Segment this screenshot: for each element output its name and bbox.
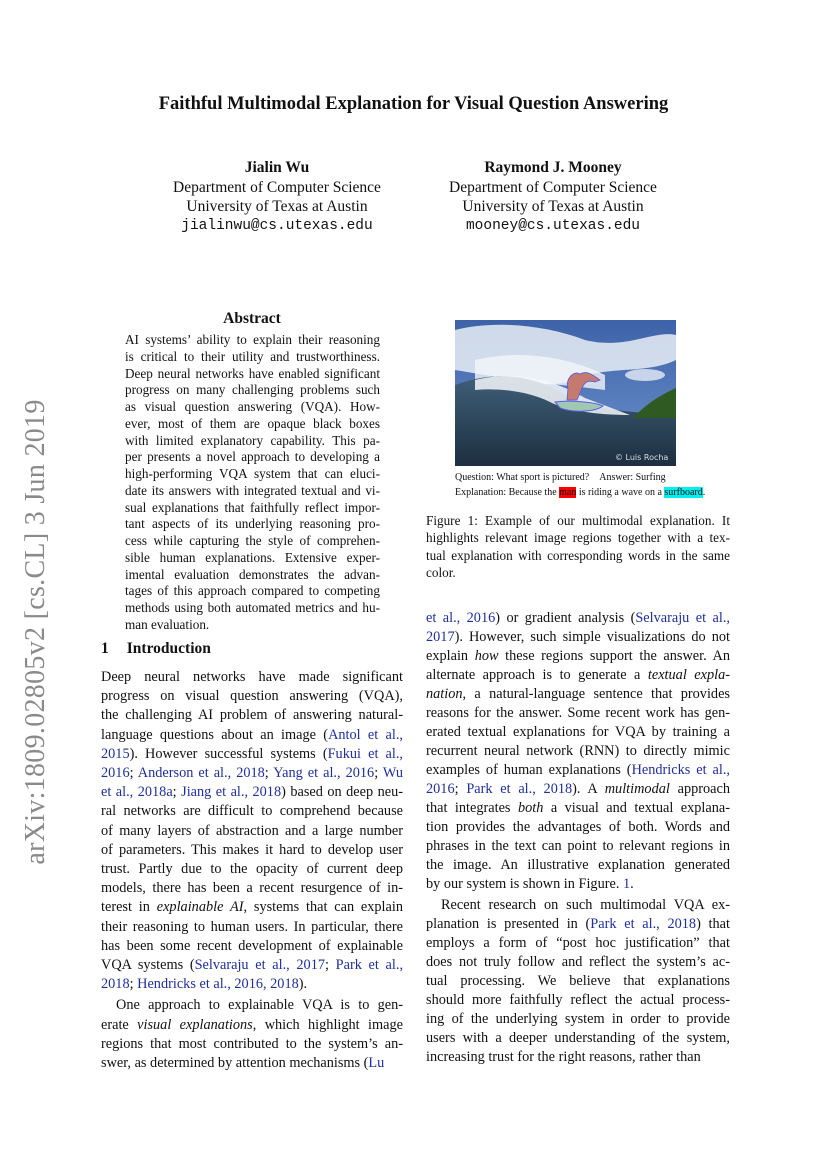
text-run: tion provides the advantages of both. Words and	[426, 819, 730, 835]
text-run: as visual question answering (VQA). How-	[125, 399, 380, 414]
text-run: swer, as determined by attention mechanisms (	[101, 1055, 369, 1072]
citation-link[interactable]: Jiang et al., 2018	[181, 784, 282, 801]
author-university: University of Texas at Austin	[186, 198, 368, 216]
text-run: models, there has been a recent resurgence of in-	[101, 880, 403, 897]
emphasis-text: how	[474, 648, 499, 664]
text-run: with limited explanatory capability. This pa-	[125, 432, 380, 448]
text-line	[125, 466, 380, 483]
text-run: , which highlight image	[252, 1016, 403, 1033]
citation-link[interactable]: Selvaraju et al.,	[635, 610, 730, 626]
text-line	[426, 856, 730, 875]
emphasis-text: textual expla-	[647, 667, 730, 683]
text-run: these regions support the answer. An	[498, 648, 730, 664]
text-run: is critical to their utility and trustworthiness.	[125, 348, 380, 364]
text-line	[101, 764, 403, 783]
text-run: ever, most of them are opaque black boxes	[125, 415, 380, 431]
text-run: tual explanation with corresponding words in the same	[426, 547, 730, 563]
figure-qa-line	[455, 472, 666, 483]
text-run: ing of the underlying system in order to provide	[426, 1011, 730, 1027]
figure-question: Question: What sport is pictured?	[455, 472, 590, 483]
text-line	[101, 1054, 403, 1073]
text-run: ).	[298, 976, 308, 993]
text-run: ). A	[572, 781, 605, 797]
text-run: the image. An illustrative explanation generated	[426, 857, 730, 873]
author-name: Raymond J. Mooney	[484, 159, 622, 176]
abstract-heading: Abstract	[223, 310, 281, 327]
text-line	[101, 918, 403, 937]
text-run: language questions about an image (	[101, 726, 329, 743]
text-run: Figure 1: Example of our multimodal explanation. It	[426, 513, 730, 528]
citation-link[interactable]: 2016	[426, 781, 455, 797]
text-line	[125, 583, 380, 600]
author-email[interactable]: mooney@cs.utexas.edu	[465, 217, 641, 234]
text-line	[426, 529, 730, 546]
text-line	[101, 687, 403, 706]
text-line	[101, 937, 403, 956]
explanation-text: Explanation: Because the	[455, 487, 560, 498]
emphasis-text: multimodal	[604, 781, 670, 797]
citation-link[interactable]: Fukui et al.,	[327, 745, 403, 762]
text-line	[426, 666, 730, 685]
left-column-body	[101, 668, 403, 1073]
text-run: ) that	[696, 916, 730, 932]
paper-title: Faithful Multimodal Explanation for Visual Question Answering	[158, 94, 669, 114]
text-line	[426, 628, 730, 647]
text-run: ;	[264, 765, 274, 782]
text-run: ;	[129, 976, 138, 993]
text-line	[125, 533, 380, 550]
text-line	[125, 449, 380, 466]
text-run: ral networks are difficult to comprehend because	[101, 803, 403, 820]
text-line	[101, 726, 403, 745]
citation-link[interactable]: Selvaraju et al., 2017	[194, 957, 326, 974]
text-run: ). However, such simple visualizations do not	[454, 629, 730, 645]
text-line	[101, 860, 403, 879]
text-line	[426, 991, 730, 1010]
text-run: date its answers with integrated textual and vi-	[125, 482, 380, 498]
text-run: , systems that can explain	[243, 899, 403, 916]
text-run: of many layers of abstraction and a large number	[101, 822, 403, 839]
text-run: explain	[426, 648, 475, 664]
text-line	[426, 685, 730, 704]
text-run: has been some recent development of explainable	[101, 937, 403, 954]
text-run: VQA systems (	[101, 957, 195, 974]
text-run: recurrent neural network (RNN) to directly mimic	[426, 743, 730, 759]
citation-link[interactable]: Hendricks et al., 2016, 2018	[137, 976, 299, 993]
citation-link[interactable]: 2018	[101, 976, 130, 993]
emphasis-text: visual explanations	[137, 1016, 253, 1033]
text-run: erated textual explanations for VQA by training a	[426, 724, 730, 740]
explanation-text: is riding a wave on a	[576, 487, 665, 498]
text-line	[101, 706, 403, 725]
text-run: color.	[426, 564, 456, 580]
text-run: ). However successful systems (	[129, 745, 328, 762]
text-line	[426, 818, 730, 837]
text-run: planation is presented in (	[426, 916, 591, 932]
text-run: high-performing VQA system that can eluci-	[125, 466, 380, 481]
abstract-text	[125, 332, 380, 634]
text-run: sual explanations that faithfully reflect impor-	[125, 499, 380, 515]
text-line	[101, 783, 403, 802]
text-line	[101, 745, 403, 764]
text-line	[426, 780, 730, 799]
text-line	[101, 975, 403, 994]
text-line	[125, 433, 380, 450]
emphasis-text: nation	[426, 686, 463, 702]
text-run: Deep neural networks have made significant	[101, 669, 403, 685]
text-line	[101, 1016, 403, 1035]
citation-link[interactable]: Antol et al.,	[328, 726, 404, 743]
text-run: phrases in the text can point to relevant regions in	[426, 838, 730, 854]
citation-link[interactable]: Hendricks et al.,	[631, 762, 730, 778]
text-line	[426, 723, 730, 742]
text-line	[426, 609, 730, 628]
text-line	[125, 617, 380, 634]
right-column-body	[426, 609, 730, 1067]
text-run: trust. Partly due to the opacity of current deep	[101, 861, 403, 878]
text-run: Recent research on such multimodal VQA ex-	[441, 897, 730, 913]
figure-answer: Answer: Surfing	[599, 472, 666, 483]
text-line	[426, 547, 730, 564]
text-line	[125, 500, 380, 517]
text-line	[125, 382, 380, 399]
text-line	[101, 802, 403, 821]
text-line	[101, 879, 403, 898]
text-line	[125, 483, 380, 500]
text-line	[101, 1035, 403, 1054]
text-run: ;	[129, 765, 138, 782]
citation-link[interactable]: Wu	[382, 765, 403, 782]
author-department: Department of Computer Science	[449, 178, 657, 196]
author-department: Department of Computer Science	[173, 178, 381, 196]
text-line	[426, 704, 730, 723]
text-line	[101, 668, 403, 687]
citation-link[interactable]: Park et al.,	[335, 957, 404, 974]
citation-link[interactable]: 2017	[426, 629, 455, 645]
text-run: users with a deeper understanding of the system,	[426, 1030, 730, 1046]
text-run: cess while capturing the style of comprehen-	[125, 533, 380, 548]
text-line	[426, 837, 730, 856]
citation-link[interactable]: 2015	[101, 745, 130, 762]
citation-link[interactable]: Anderson et al., 2018	[137, 765, 265, 782]
text-line	[125, 366, 380, 383]
text-run: by our system is shown in Figure.	[426, 876, 623, 892]
text-run: approach	[669, 781, 730, 797]
text-run: erate	[101, 1016, 138, 1033]
text-run: tant aspects of its underlying reasoning pro-	[125, 516, 380, 532]
text-line	[426, 896, 730, 915]
text-run: examples of human explanations (	[426, 762, 632, 778]
text-run: increasing trust for the right reasons, rather than	[426, 1049, 701, 1065]
text-run: that integrates	[426, 800, 518, 816]
text-line	[101, 956, 403, 975]
author-block	[137, 158, 417, 236]
text-line	[426, 742, 730, 761]
text-run: One approach to explainable VQA is to gen-	[116, 997, 403, 1014]
author-email[interactable]: jialinwu@cs.utexas.edu	[181, 217, 373, 234]
citation-link[interactable]: Lu	[368, 1055, 385, 1072]
text-run: highlights relevant image regions together with a tex-	[426, 530, 730, 546]
text-run: imental evaluation demonstrates the advan-	[125, 566, 380, 582]
text-line	[125, 399, 380, 416]
text-line	[125, 516, 380, 533]
text-line	[426, 564, 730, 581]
text-run: methods using both automated metrics and hu-	[125, 600, 380, 615]
text-line	[426, 875, 730, 894]
text-run: ;	[172, 784, 182, 801]
figure-caption	[426, 512, 730, 581]
text-run: progress on visual question answering (VQA),	[101, 688, 403, 705]
text-run: ) or gradient analysis (	[495, 610, 636, 626]
section-title: Introduction	[126, 640, 211, 657]
citation-link[interactable]: 2016	[101, 765, 130, 782]
text-line	[125, 550, 380, 567]
text-line	[426, 799, 730, 818]
citation-link[interactable]: et al., 2018a	[101, 784, 173, 801]
text-run: terest in	[101, 899, 157, 916]
text-run: AI systems’ ability to explain their reasoning	[125, 332, 380, 347]
text-line	[125, 349, 380, 366]
text-line	[426, 647, 730, 666]
explanation-text: .	[702, 487, 706, 498]
text-run: should more faithfully reflect the actual process-	[426, 992, 730, 1008]
text-line	[426, 1029, 730, 1048]
text-run: , a natural-language sentence that provides	[462, 686, 730, 702]
text-line	[101, 898, 403, 917]
citation-link[interactable]: Park et al., 2018	[466, 781, 573, 797]
citation-link[interactable]: 1	[622, 876, 631, 892]
text-line	[125, 567, 380, 584]
text-run: man evaluation.	[125, 616, 210, 632]
text-line	[426, 1048, 730, 1067]
text-run: Deep neural networks have enabled significant	[125, 365, 380, 381]
author-university: University of Texas at Austin	[462, 198, 644, 216]
text-line	[426, 1010, 730, 1029]
text-run: regions that most contributed to the system’s an-	[101, 1035, 403, 1052]
text-run: their reasoning to human users. In particular, there	[101, 918, 403, 935]
figure-explanation-line	[455, 487, 705, 498]
text-run: employs a form of “post hoc justification” that	[426, 935, 730, 951]
highlight-surfboard: surfboard	[664, 487, 703, 498]
highlight-man: man	[559, 487, 577, 498]
text-line	[426, 972, 730, 991]
text-run: tages of this approach compared to competing	[125, 583, 380, 599]
text-line	[426, 512, 730, 529]
author-block	[413, 158, 693, 236]
text-run: the challenging AI problem of answering natural-	[101, 707, 403, 724]
text-line	[426, 761, 730, 780]
text-run: ;	[325, 957, 336, 974]
text-line	[426, 953, 730, 972]
text-run: does not truly follow and reflect the system’s ac-	[426, 954, 730, 970]
text-run: ;	[454, 781, 467, 797]
section-number: 1	[101, 640, 109, 657]
citation-link[interactable]: Park et al., 2018	[590, 916, 697, 932]
emphasis-text: explainable AI	[156, 899, 244, 916]
text-line	[426, 915, 730, 934]
citation-link[interactable]: et al., 2016	[426, 610, 496, 626]
text-line	[125, 600, 380, 617]
text-run: a visual and textual explana-	[543, 800, 730, 816]
citation-link[interactable]: Yang et al., 2016	[273, 765, 375, 782]
text-run: sible human explanations. Extensive exper-	[125, 549, 380, 565]
author-name: Jialin Wu	[244, 159, 310, 176]
photo-watermark: © Luis Rocha	[615, 453, 669, 462]
text-run: of parameters. This makes it hard to develop user	[101, 841, 403, 858]
text-run: alternate approach is to generate a	[426, 667, 648, 683]
arxiv-stamp: arXiv:1809.02805v2 [cs.CL] 3 Jun 2019	[20, 399, 51, 865]
text-run: ) based on deep neu-	[281, 784, 404, 801]
text-line	[101, 822, 403, 841]
emphasis-text: both	[517, 800, 544, 816]
text-line	[125, 332, 380, 349]
text-run: progress on many challenging problems such	[125, 382, 380, 398]
figure-image-surfer	[455, 320, 676, 466]
text-line	[101, 996, 403, 1015]
section-heading	[101, 640, 211, 658]
text-line	[101, 841, 403, 860]
text-run: ;	[374, 765, 383, 782]
text-line	[426, 934, 730, 953]
text-run: tual processing. We believe that explanations	[426, 973, 730, 989]
text-line	[125, 416, 380, 433]
text-run: .	[630, 876, 634, 892]
text-run: reasons for the answer. Some recent work has gen-	[426, 705, 730, 721]
text-run: per presents a novel approach to developing a	[125, 449, 380, 465]
